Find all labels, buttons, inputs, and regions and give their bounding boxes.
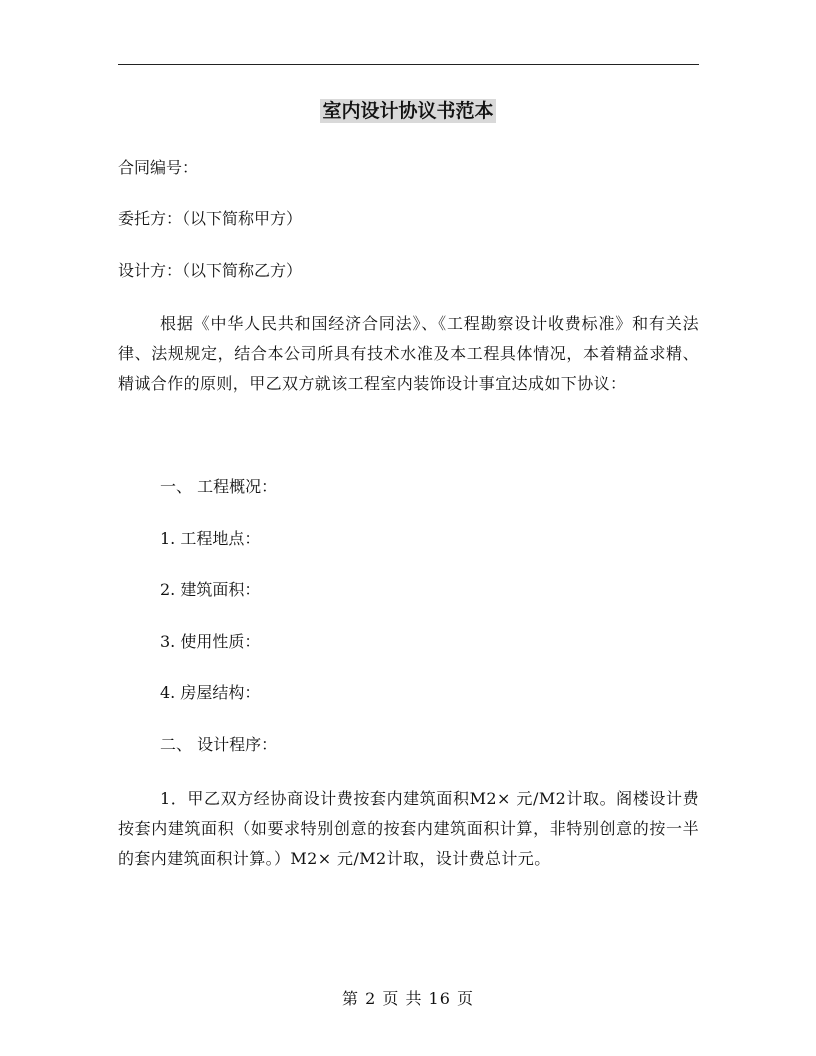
building-area-item: 2. 建筑面积：: [160, 580, 261, 599]
usage-type-item: 3. 使用性质：: [160, 632, 261, 651]
document-title-text: 室内设计协议书范本: [322, 100, 494, 122]
client-party-line: 委托方：（以下简称甲方）: [118, 209, 303, 228]
intro-paragraph: 根据《中华人民共和国经济合同法》、《工程勘察设计收费标准》和有关法律、法规规定，结合本公司所具有技术水准及本工程具体情况，本着精益求精、精诚合作的原则，甲乙双方就该工程室内装饰设计事宜达成如下协议：: [118, 314, 699, 393]
project-location-item: 1. 工程地点：: [160, 529, 261, 548]
header-rule: [118, 64, 699, 65]
document-title: [0, 97, 816, 125]
design-fee-clause: 1．甲乙双方经协商设计费按套内建筑面积M2× 元/M2计取。阁楼设计费按套内建筑面积（如要求特别创意的按套内建筑面积计算，非特别创意的按一半的套内建筑面积计算。）M2× 元/M2计取，设计费总计元。: [118, 789, 699, 868]
designer-party-line: 设计方：（以下简称乙方）: [118, 261, 303, 280]
section-heading-project-overview: 一、 工程概况：: [160, 477, 278, 496]
section-heading-design-procedure: 二、 设计程序：: [160, 735, 278, 754]
page-number-footer: 第 2 页 共 16 页: [342, 989, 474, 1008]
building-structure-item: 4. 房屋结构：: [160, 683, 261, 702]
contract-number-line: 合同编号：: [118, 158, 199, 177]
